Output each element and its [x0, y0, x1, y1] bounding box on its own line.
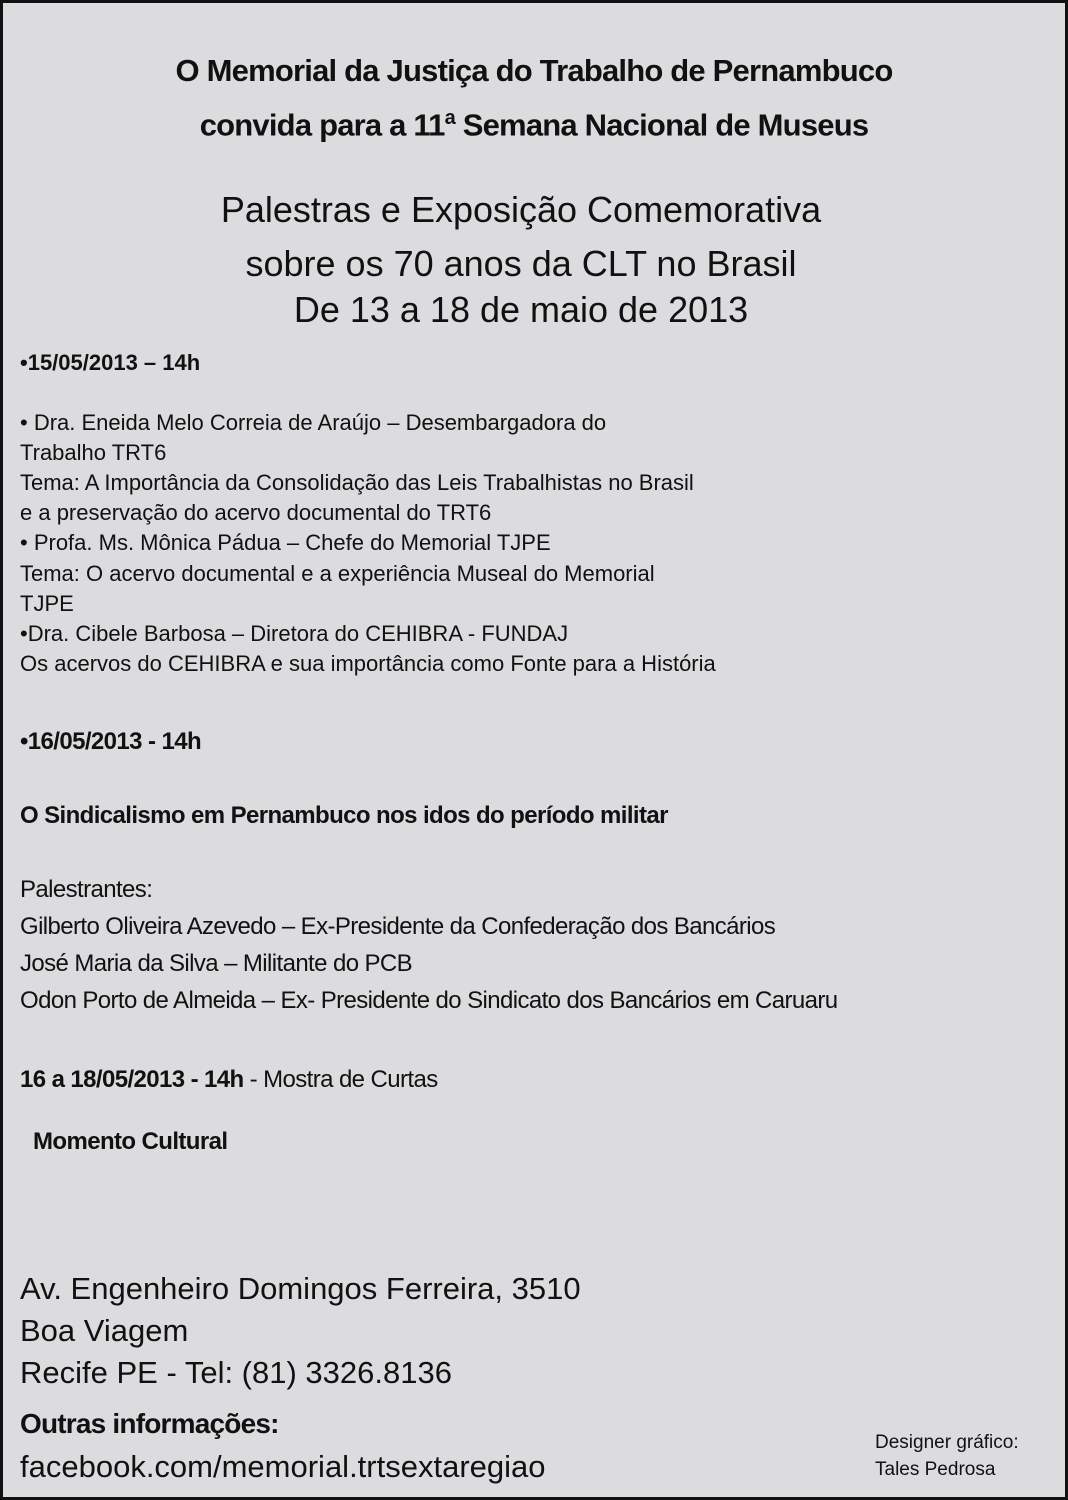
- shorts-line: [20, 1065, 438, 1095]
- day2-theme: O Sindicalismo em Pernambuco nos idos do período militar: [20, 802, 668, 829]
- day1-line: Os acervos do CEHIBRA e sua importância como Fonte para a História: [20, 651, 716, 676]
- shorts-label: - Mostra de Curtas: [243, 1066, 438, 1093]
- event-dates: De 13 a 18 de maio de 2013: [293, 289, 749, 330]
- address-line-1: Av. Engenheiro Domingos Ferreira, 3510: [20, 1271, 581, 1306]
- speakers-label: Palestrantes:: [20, 876, 153, 903]
- day1-line: Tema: O acervo documental e a experiência Museal do Memorial: [20, 561, 655, 586]
- day1-line: • Dra. Eneida Melo Correia de Araújo – Desembargadora do: [20, 410, 607, 435]
- header-line-1: O Memorial da Justiça do Trabalho de Pernambuco: [175, 53, 893, 88]
- subtitle-line-1: Palestras e Exposição Comemorativa: [220, 189, 822, 230]
- designer-name: Tales Pedrosa: [875, 1459, 996, 1480]
- header-line-2: [3, 107, 1065, 143]
- ordinal-superscript: a: [444, 107, 455, 129]
- day1-line: •Dra. Cibele Barbosa – Diretora do CEHIBRA - FUNDAJ: [20, 621, 569, 646]
- day1-date: •15/05/2013 – 14h: [20, 350, 201, 375]
- cultural-moment: Momento Cultural: [33, 1128, 228, 1155]
- day2-date: •16/05/2013 - 14h: [20, 728, 202, 755]
- speaker-item: Gilberto Oliveira Azevedo – Ex-Presidente da Confederação dos Bancários: [20, 913, 776, 940]
- speaker-item: Odon Porto de Almeida – Ex- Presidente do Sindicato dos Bancários em Caruaru: [20, 987, 838, 1014]
- speaker-item: José Maria da Silva – Militante do PCB: [20, 950, 413, 977]
- day1-line: • Profa. Ms. Mônica Pádua – Chefe do Memorial TJPE: [20, 530, 551, 555]
- facebook-link[interactable]: facebook.com/memorial.trtsextaregiao: [20, 1449, 546, 1484]
- address-line-3: Recife PE - Tel: (81) 3326.8136: [20, 1355, 452, 1390]
- day1-line: Trabalho TRT6: [20, 440, 167, 465]
- address-line-2: Boa Viagem: [20, 1313, 189, 1348]
- shorts-date: 16 a 18/05/2013 - 14h: [20, 1066, 244, 1093]
- more-info-label: Outras informações:: [20, 1408, 279, 1439]
- subtitle-line-2: sobre os 70 anos da CLT no Brasil: [245, 243, 797, 284]
- day1-line: e a preservação do acervo documental do TRT6: [20, 500, 492, 525]
- day1-line: TJPE: [20, 591, 74, 616]
- day1-line: Tema: A Importância da Consolidação das Leis Trabalhistas no Brasil: [20, 470, 694, 495]
- designer-label: Designer gráfico:: [875, 1432, 1019, 1453]
- header-line-2-rest: Semana Nacional de Museus: [454, 107, 869, 143]
- header-line-2-text: convida para a 11: [199, 107, 445, 143]
